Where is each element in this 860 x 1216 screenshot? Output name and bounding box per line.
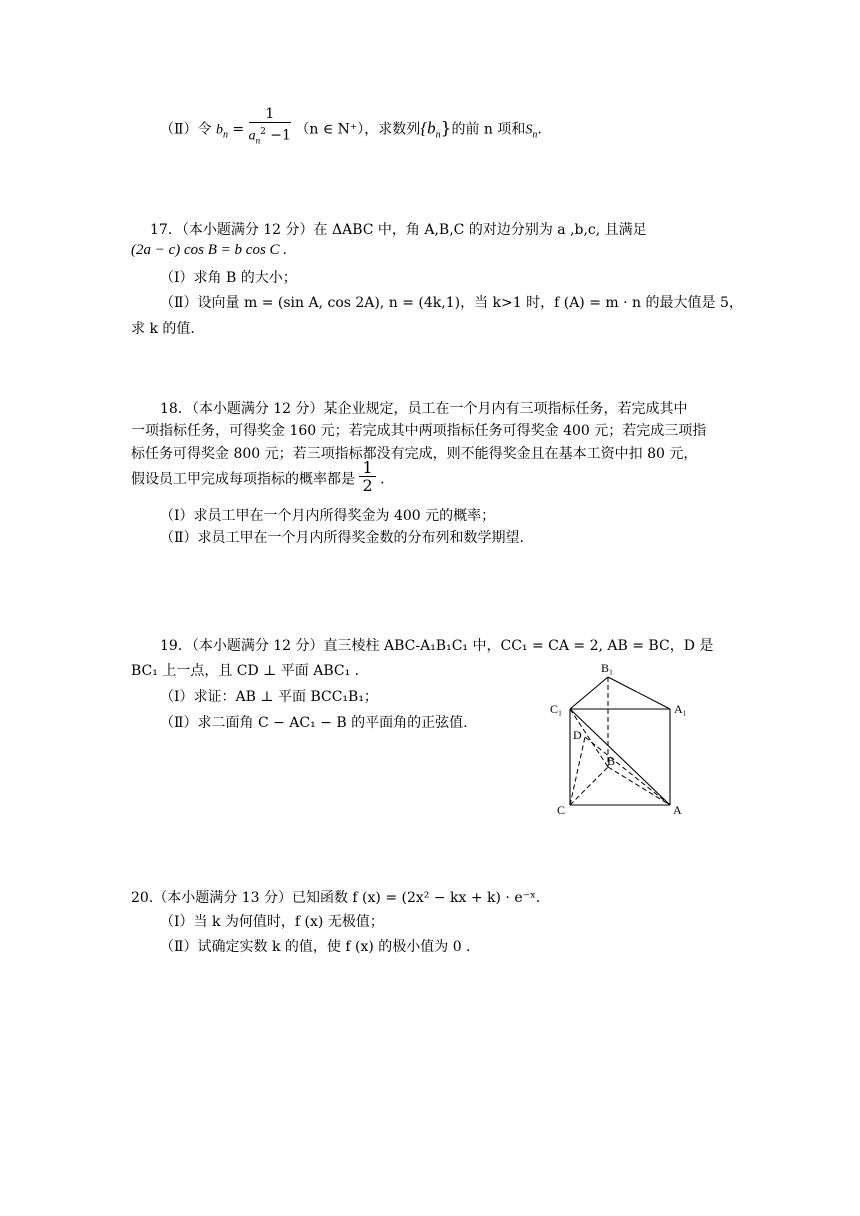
q20-line1: 20.（本小题满分 13 分）已知函数 f (x) = (2x² − kx + k) · e⁻ˣ.: [131, 890, 541, 906]
q16-lhs: b: [215, 122, 223, 138]
q16-den-sup: 2: [260, 127, 266, 137]
q16-prefix: （Ⅱ）令: [160, 121, 212, 138]
q16-eq: =: [227, 121, 249, 138]
q16-seq-close: }: [440, 118, 452, 139]
edge-b1a1: [608, 677, 670, 709]
label-a: A: [673, 803, 682, 817]
q19-line2: BC₁ 上一点，且 CD ⊥ 平面 ABC₁ .: [131, 663, 360, 679]
q16-end: .: [537, 121, 542, 138]
label-a1: A₁: [674, 702, 687, 716]
q16-seq: {b: [420, 118, 436, 138]
q19-part2: （Ⅱ）求二面角 C − AC₁ − B 的平面角的正弦值.: [160, 715, 468, 731]
q20-part2: （Ⅱ）试确定实数 k 的值，使 f (x) 的极小值为 0 .: [160, 939, 471, 955]
q18-line4-end: .: [380, 471, 385, 488]
q20-part1: （Ⅰ）当 k 为何值时，f (x) 无极值；: [160, 914, 384, 930]
q18-line4: [131, 458, 385, 497]
q19-part1: （Ⅰ）求证：AB ⊥ 平面 BCC₁B₁；: [160, 689, 378, 705]
q18-line3: 标任务可得奖金 800 元；若三项指标都没有完成，则不能得奖金且在基本工资中扣 80 元，: [131, 446, 698, 462]
q18-line1: 18．（本小题满分 12 分）某企业规定，员工在一个月内有三项指标任务，若完成其中: [160, 401, 688, 417]
q16-den-sub: n: [255, 135, 261, 146]
edge-cd: [570, 737, 585, 805]
q16-seq-sub: n: [435, 129, 441, 141]
edge-b1c1: [570, 677, 608, 709]
label-d: D: [573, 728, 582, 742]
q16-fraction: [249, 106, 291, 149]
q16-part2: [160, 108, 542, 154]
q16-numerator: 1: [249, 106, 291, 123]
label-b1: B₁: [601, 661, 614, 675]
q18-part1: （Ⅰ）求员工甲在一个月内所得奖金为 400 元的概率；: [160, 508, 496, 524]
q16-suffix: 的前 n 项和: [451, 121, 526, 138]
label-c1: C₁: [550, 702, 563, 716]
q17-line2: (2a − c) cos B = b cos C .: [131, 242, 288, 258]
q18-fraction: [359, 460, 375, 495]
edge-cb: [570, 767, 608, 805]
q16-sum-sub: n: [532, 129, 538, 141]
q19-line1: 19．（本小题满分 12 分）直三棱柱 ABC-A₁B₁C₁ 中，CC₁ = CA = 2, AB = BC，D 是: [160, 638, 714, 654]
q18-line4-prefix: 假设员工甲完成每项指标的概率都是: [131, 471, 355, 488]
q16-condition: （n ∈ N⁺），求数列: [295, 121, 421, 138]
q17-part1: （Ⅰ）求角 B 的大小；: [160, 270, 297, 286]
edge-da: [585, 737, 670, 805]
q17-part2-end: 求 k 的值.: [131, 321, 195, 337]
q18-part2: （Ⅱ）求员工甲在一个月内所得奖金数的分布列和数学期望.: [160, 530, 524, 546]
q17-line1: 17．（本小题满分 12 分）在 ΔABC 中，角 A,B,C 的对边分别为 a ,b,c, 且满足: [150, 222, 647, 238]
q16-denominator: [249, 123, 291, 149]
q16-lhs-sub: n: [222, 129, 228, 141]
q16-sum: S: [525, 122, 533, 138]
q16-den-rest: −1: [265, 127, 291, 144]
edge-ba: [608, 767, 670, 805]
label-c: C: [557, 803, 566, 817]
q18-frac-num: 1: [359, 460, 375, 477]
prism-figure: [545, 655, 695, 820]
q18-frac-den: 2: [362, 476, 373, 495]
label-b: B: [607, 754, 616, 768]
q18-line2: 一项指标任务，可得奖金 160 元；若完成其中两项指标任务可得奖金 400 元；若完成三项指: [131, 423, 707, 439]
q16-den-a: a: [248, 128, 256, 144]
q17-part2: （Ⅱ）设向量 m = (sin A, cos 2A), n = (4k,1)，当 k>1 时，f (A) = m · n 的最大值是 5，: [160, 295, 743, 311]
